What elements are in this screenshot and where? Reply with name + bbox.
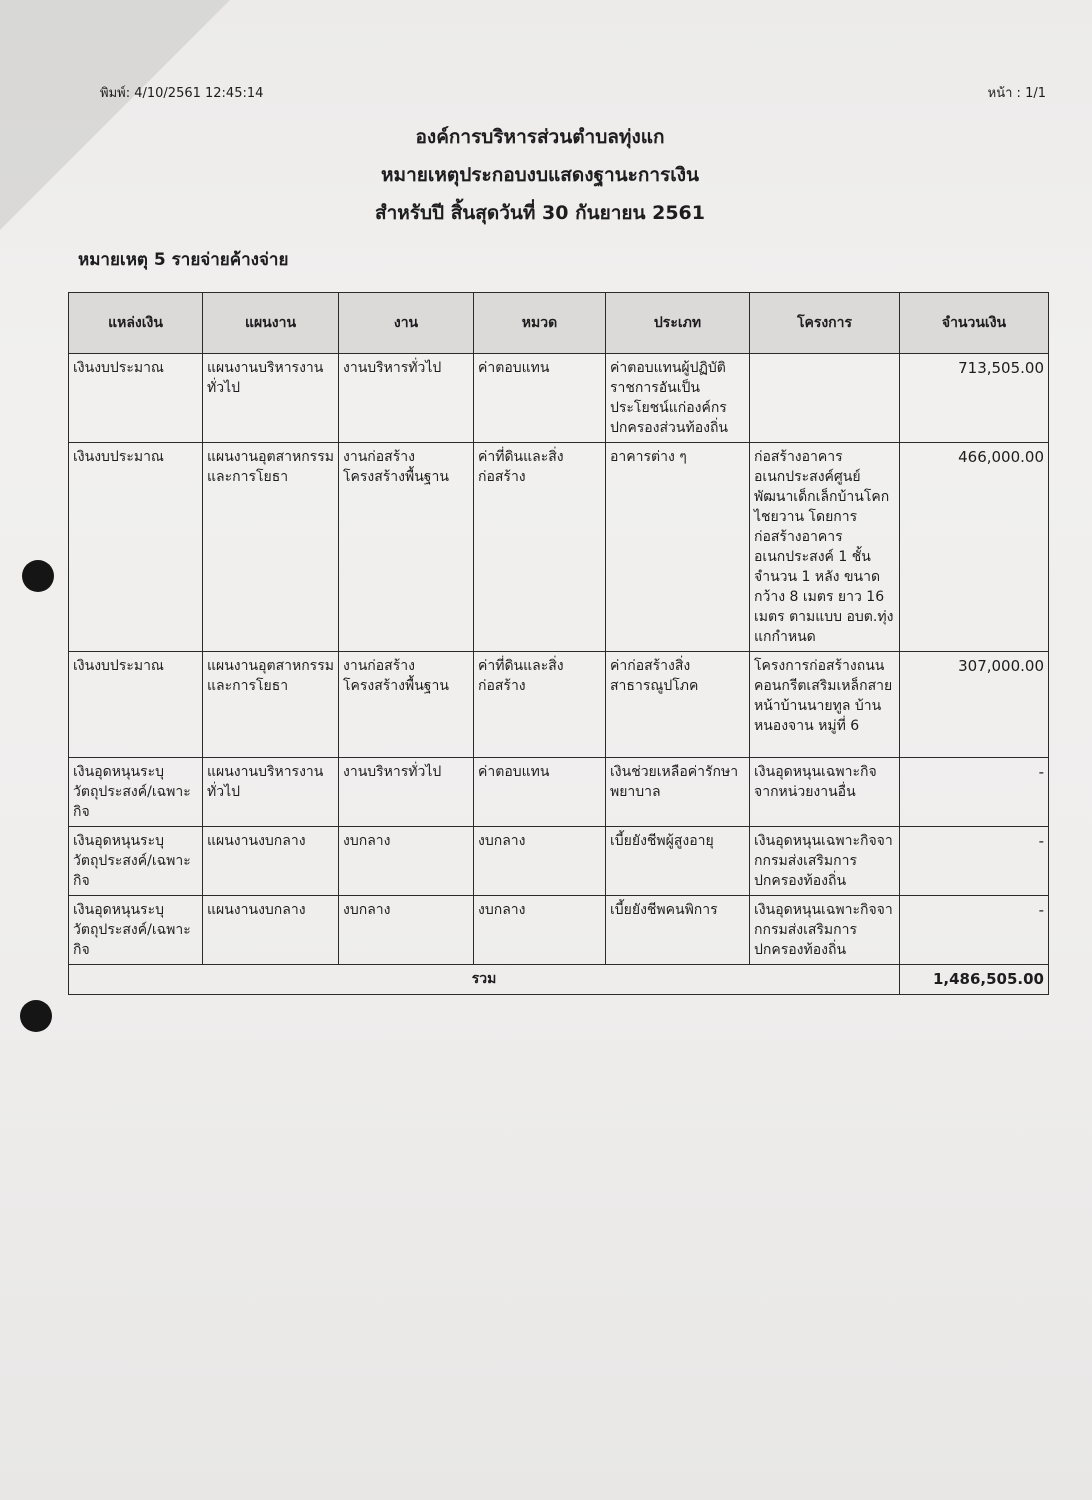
cell-type: ค่าตอบแทนผู้ปฏิบัติราชการอันเป็นประโยชน์แก่องค์กรปกครองส่วนท้องถิ่น [606,354,750,443]
cell-project: เงินอุดหนุนเฉพาะกิจจากหน่วยงานอื่น [750,758,900,827]
cell-plan: แผนงานบริหารงานทั่วไป [203,758,339,827]
cell-source: เงินอุดหนุนระบุวัตถุประสงค์/เฉพาะกิจ [69,758,203,827]
column-header-source: แหล่งเงิน [69,293,203,354]
accrued-expenses-table [68,292,1049,995]
cell-project: เงินอุดหนุนเฉพาะกิจจากกรมส่งเสริมการปกครองท้องถิ่น [750,827,900,896]
cell-plan: แผนงานบริหารงานทั่วไป [203,354,339,443]
cell-work: งานบริหารทั่วไป [339,758,474,827]
cell-amount: - [900,896,1049,965]
cell-project [750,354,900,443]
total-row [69,965,1049,995]
cell-work: งานก่อสร้างโครงสร้างพื้นฐาน [339,443,474,652]
cell-source: เงินงบประมาณ [69,354,203,443]
table-row [69,354,1049,443]
cell-source: เงินงบประมาณ [69,443,203,652]
cell-type: เงินช่วยเหลือค่ารักษาพยาบาล [606,758,750,827]
cell-project: เงินอุดหนุนเฉพาะกิจจากกรมส่งเสริมการปกครองท้องถิ่น [750,896,900,965]
statement-title: หมายเหตุประกอบงบแสดงฐานะการเงิน [381,164,699,186]
table-row [69,758,1049,827]
page-number: หน้า : 1/1 [987,86,1046,101]
table-row [69,443,1049,652]
column-header-category: หมวด [474,293,606,354]
column-header-plan: แผนงาน [203,293,339,354]
cell-plan: แผนงานอุตสาหกรรมและการโยธา [203,443,339,652]
cell-project: ก่อสร้างอาคารอเนกประสงค์ศูนย์พัฒนาเด็กเล็กบ้านโคกไชยวาน โดยการก่อสร้างอาคารอเนกประสงค์ 1 ชั้น จำนวน 1 หลัง ขนาดกว้าง 8 เมตร ยาว 16 เมตร ตามแบบ อบต.ทุ่งแกกำหนด [750,443,900,652]
cell-work: งบกลาง [339,896,474,965]
cell-amount: 713,505.00 [900,354,1049,443]
column-header-project: โครงการ [750,293,900,354]
total-amount: 1,486,505.00 [900,965,1049,995]
column-header-work: งาน [339,293,474,354]
cell-project: โครงการก่อสร้างถนนคอนกรีตเสริมเหล็กสายหน้าบ้านนายทูล บ้านหนองจาน หมู่ที่ 6 [750,652,900,758]
total-label: รวม [69,965,900,995]
cell-plan: แผนงานงบกลาง [203,827,339,896]
period-title: สำหรับปี สิ้นสุดวันที่ 30 กันยายน 2561 [374,202,705,224]
cell-category: ค่าที่ดินและสิ่งก่อสร้าง [474,443,606,652]
table-row [69,896,1049,965]
column-header-amount: จำนวนเงิน [900,293,1049,354]
punch-hole-top [22,560,54,592]
print-date: พิมพ์: 4/10/2561 12:45:14 [100,86,264,101]
cell-type: เบี้ยยังชีพคนพิการ [606,896,750,965]
cell-category: ค่าตอบแทน [474,354,606,443]
column-header-type: ประเภท [606,293,750,354]
cell-category: ค่าที่ดินและสิ่งก่อสร้าง [474,652,606,758]
cell-amount: - [900,758,1049,827]
punch-hole-bottom [20,1000,52,1032]
cell-amount: 307,000.00 [900,652,1049,758]
cell-amount: 466,000.00 [900,443,1049,652]
cell-source: เงินอุดหนุนระบุวัตถุประสงค์/เฉพาะกิจ [69,896,203,965]
cell-category: งบกลาง [474,896,606,965]
table-header-row [69,293,1049,354]
cell-work: งบกลาง [339,827,474,896]
cell-source: เงินอุดหนุนระบุวัตถุประสงค์/เฉพาะกิจ [69,827,203,896]
cell-category: ค่าตอบแทน [474,758,606,827]
cell-type: เบี้ยยังชีพผู้สูงอายุ [606,827,750,896]
cell-plan: แผนงานอุตสาหกรรมและการโยธา [203,652,339,758]
cell-type: อาคารต่าง ๆ [606,443,750,652]
table-row [69,652,1049,758]
table-row [69,827,1049,896]
cell-category: งบกลาง [474,827,606,896]
cell-source: เงินงบประมาณ [69,652,203,758]
cell-amount: - [900,827,1049,896]
organization-title: องค์การบริหารส่วนตำบลทุ่งแก [415,126,665,148]
cell-work: งานบริหารทั่วไป [339,354,474,443]
cell-work: งานก่อสร้างโครงสร้างพื้นฐาน [339,652,474,758]
note-heading: หมายเหตุ 5 รายจ่ายค้างจ่าย [78,250,289,270]
cell-plan: แผนงานงบกลาง [203,896,339,965]
cell-type: ค่าก่อสร้างสิ่งสาธารณูปโภค [606,652,750,758]
document-titles [60,118,1020,232]
